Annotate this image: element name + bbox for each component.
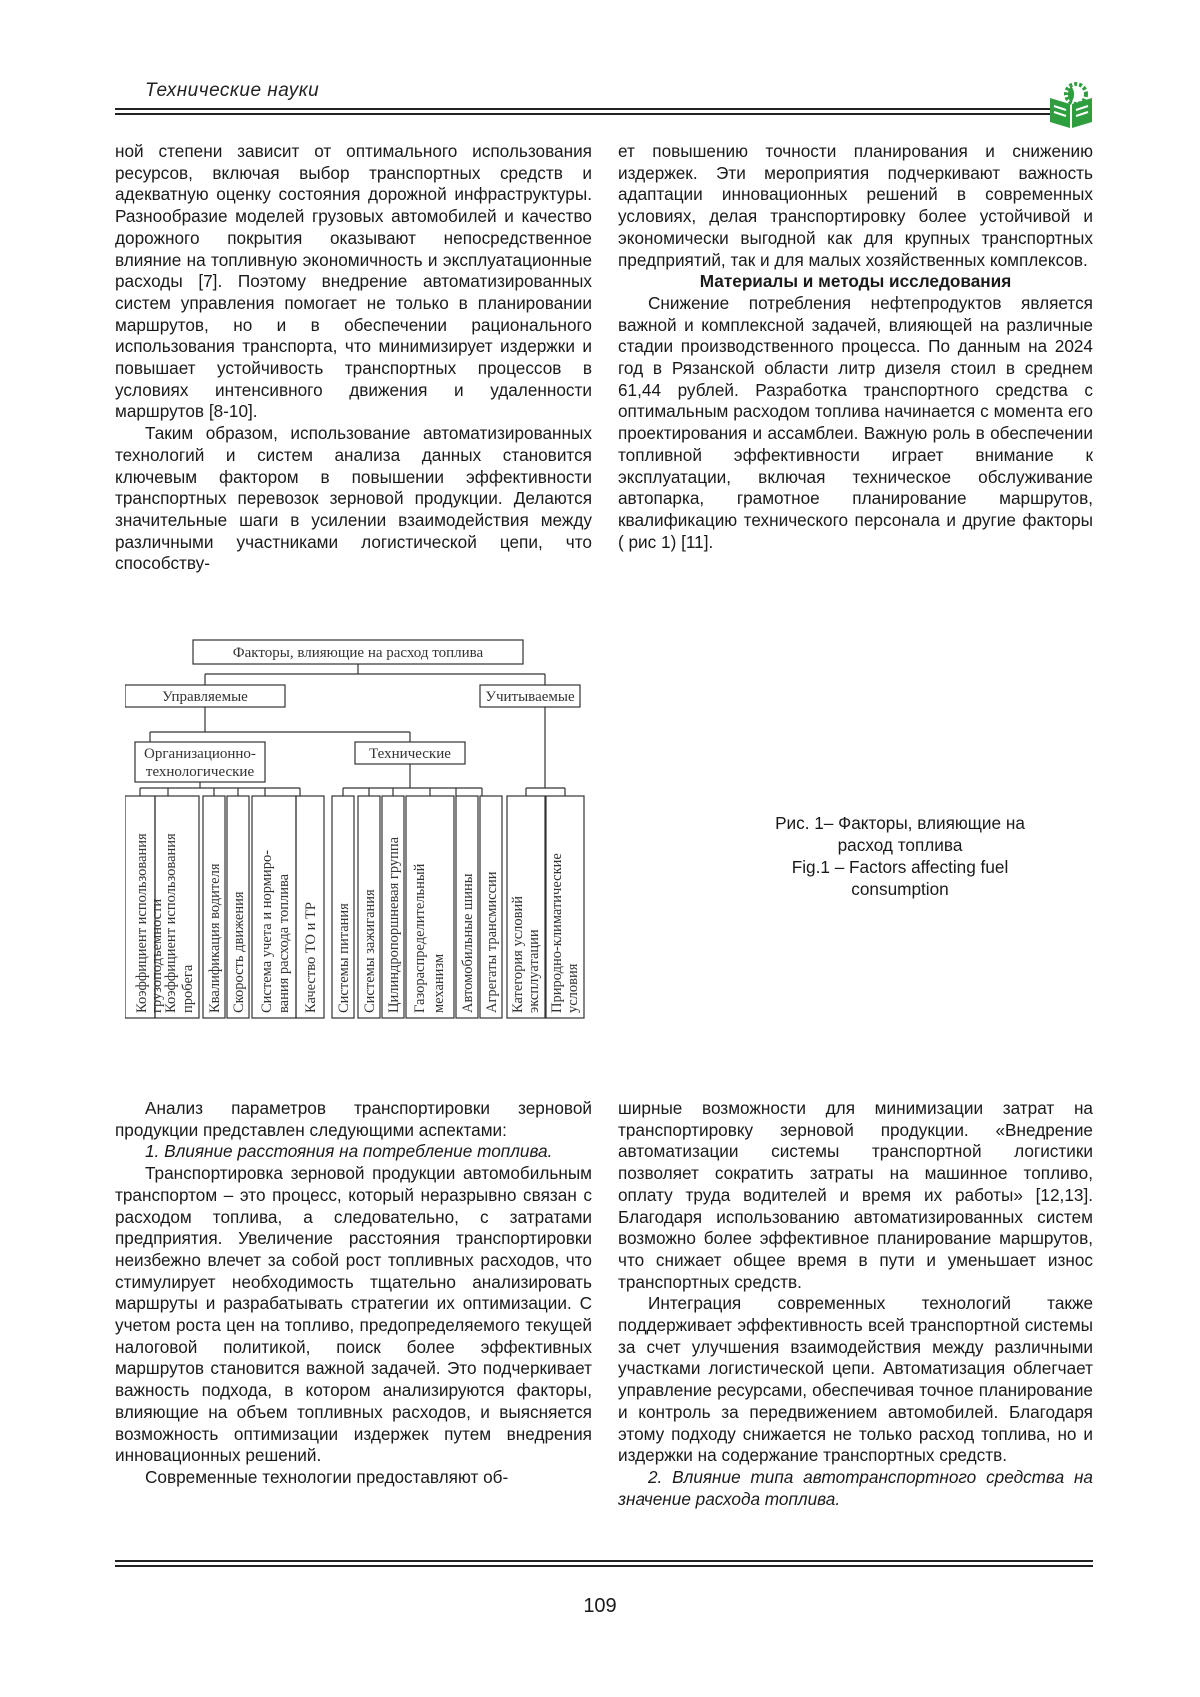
paragraph: Снижение потребления нефтепродуктов является важной и комплексной задачей, влияющей на различные стадии производственного процесса. По данным на 2024 год в Рязанской области литр дизеля стоил в среднем 61,44 рублей. Разработка транспортного средства с оптимальным расходом топлива начинается с момента его проектирования и ассамблеи. Важную роль в обеспечении топливной эффективности играет внимание к эксплуатации, включая техническое обслуживание автопарка, грамотное планирование маршрутов, квалификацию технического персонала и другие факторы ( рис 1) [11].	[618, 292, 1093, 552]
paragraph: ет повышению точности планирования и снижению издержек. Эти мероприятия подчеркивают важность адаптации инновационных решений в современных условиях, делая транспортировку более устойчивой и экономически выгодной как для крупных транспортных предприятий, так и для малых хозяйственных комплексов.	[618, 141, 1093, 270]
leaf-tires: Автомобильные шины	[460, 873, 476, 1013]
node-technical: Технические	[369, 746, 451, 762]
node-org-line1: Организационно-	[144, 746, 256, 762]
node-considered: Учитываемые	[485, 689, 575, 705]
paragraph: ширные возможности для минимизации затрат на транспортировку зерновой продукции. «Внедрение автоматизации системы транспортной логистики позволяет сократить затраты на машинное топливо, оплату труда водителей и время их работы» [12,13]. Благодаря использованию автоматизированных систем возможно более эффективное планирование маршрутов, что снижает общее время в пути и уменьшает износ транспортных средств.	[618, 1098, 1093, 1292]
leaf-timing-line2: механизм	[431, 953, 447, 1013]
paragraph: Таким образом, использование автоматизированных технологий и систем анализа данных становится ключевым фактором в повышении эффективности транспортных перевозок зерновой продукции. Делаются значительные шаги в усилении взаимодействия между различными участниками логистической цепи, что способству-	[115, 423, 592, 574]
footer-rule	[115, 1560, 1093, 1562]
journal-section-title: Технические науки	[145, 80, 320, 101]
paragraph: Интеграция современных технологий также поддерживает эффективность всей транспортной системы за счет улучшения взаимодействия между различными участками логистической цепи. Автоматизация облегчает управление ресурсами, обеспечивая точное планирование и контроль за передвижением автомобилей. Благодаря этому подходу снижается не только расход топлива, но и издержки на содержание транспортных средств.	[618, 1293, 1093, 1466]
leaf-mileage-line1: Коэффициент использования	[163, 833, 179, 1013]
node-root: Факторы, влияющие на расход топлива	[232, 645, 484, 661]
caption-ru-line2: расход топлива	[837, 835, 963, 855]
leaf-mileage-line2: пробега	[180, 964, 196, 1013]
text-column-bottom-left	[115, 1098, 592, 1489]
paragraph: ной степени зависит от оптимального использования ресурсов, включая выбор транспортных средств и адекватную оценку состояния дорожной инфраструктуры. Разнообразие моделей грузовых автомобилей и качество дорожного покрытия оказывают непосредственное влияние на топливную экономичность и эксплуатационные расходы [7]. Поэтому внедрение автоматизированных систем управления помогает не только в планировании маршрутов, но и в обеспечении рационального использования транспорта, что минимизирует издержки и повышает устойчивость транспортных процессов в условиях интенсивного движения и удаленности маршрутов [8-10].	[115, 141, 592, 422]
text-column-bottom-right	[618, 1098, 1093, 1510]
leaf-load-capacity-line2: грузоподъемности	[149, 898, 165, 1013]
subsection-title: 2. Влияние типа автотранспортного средства на значение расхода топлива.	[618, 1466, 1093, 1509]
text-column-top-right	[618, 141, 1093, 553]
caption-ru-line1: Рис. 1– Факторы, влияющие на	[775, 813, 1025, 833]
leaf-speed: Скорость движения	[231, 891, 247, 1013]
book-leaf-gear-icon	[1046, 80, 1096, 130]
node-controlled: Управляемые	[162, 689, 248, 705]
leaf-ignition-systems: Системы зажигания	[362, 889, 378, 1013]
leaf-operating-category-line1: Категория условий	[510, 896, 526, 1013]
leaf-operating-category-line2: эксплуатации	[526, 929, 542, 1013]
leaf-maintenance-quality: Качество ТО и ТР	[303, 902, 319, 1013]
subsection-title: 1. Влияние расстояния на потребление топлива.	[145, 1141, 553, 1162]
leaf-load-capacity-line1: Коэффициент использования	[134, 833, 150, 1013]
paragraph: Транспортировка зерновой продукции автомобильным транспортом – это процесс, который неразрывно связан с расходом топлива, а следовательно, с затратами предприятия. Увеличение расстояния транспортировки неизбежно влечет за собой рост топливных расходов, что стимулирует необходимость тщательно анализировать маршруты и разрабатывать стратегии их оптимизации. С учетом роста цен на топливо, предопределяемого текущей налоговой политикой, поиск более эффективных маршрутов становится важной задачей. Это подчеркивает важность подхода, в котором анализируются факторы, влияющие на объем топливных расходов, и выясняется возможность оптимизации издержек путем внедрения инновационных решений.	[115, 1163, 592, 1466]
text-column-top-left	[115, 141, 592, 575]
leaf-fuel-norms-line1: Система учета и нормиро-	[259, 849, 275, 1013]
page-number: 109	[583, 1595, 617, 1617]
leaf-driver-qualification: Квалификация водителя	[207, 863, 223, 1013]
node-org-line2: технологические	[145, 764, 255, 780]
section-heading: Материалы и методы исследования	[699, 271, 1012, 292]
leaf-fuel-systems: Системы питания	[336, 903, 352, 1013]
leaf-fuel-norms-line2: вания расхода топлива	[276, 873, 292, 1013]
header-rule	[115, 108, 1050, 110]
figure-caption	[730, 812, 1070, 900]
leaf-timing-line1: Газораспределительный	[412, 863, 428, 1013]
factors-diagram	[125, 630, 645, 1075]
leaf-transmission: Агрегаты трансмиссии	[484, 871, 500, 1013]
paragraph: Современные технологии предоставляют об-	[145, 1466, 509, 1487]
caption-en-line2: consumption	[851, 879, 949, 899]
caption-en-line1: Fig.1 – Factors affecting fuel	[791, 857, 1009, 877]
leaf-cylinder-piston: Цилиндропоршневая группа	[386, 836, 402, 1013]
paragraph: Анализ параметров транспортировки зерновой продукции представлен следующими аспектами:	[115, 1098, 592, 1140]
leaf-climate-line2: условия	[565, 963, 581, 1013]
leaf-climate-line1: Природно-климатические	[549, 853, 565, 1013]
header-rule	[115, 113, 1050, 115]
footer-rule	[115, 1565, 1093, 1567]
